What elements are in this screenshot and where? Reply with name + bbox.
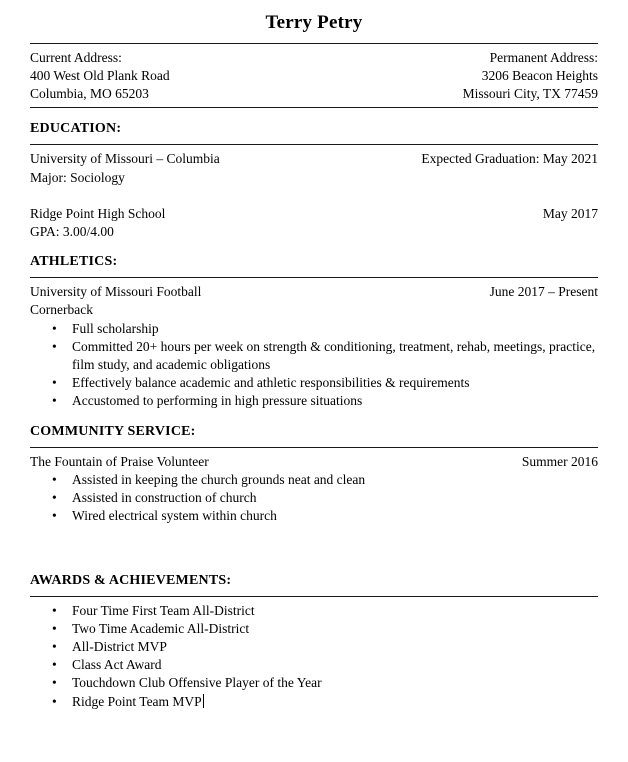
athletics-entry-title: University of Missouri Football: [30, 284, 202, 300]
text-cursor: [203, 694, 204, 708]
list-item: • Assisted in keeping the church grounds neat and clean: [30, 471, 598, 489]
education-highschool-date: May 2017: [542, 205, 598, 221]
education-university-major: Major: Sociology: [30, 169, 125, 185]
section-heading-community-service: COMMUNITY SERVICE:: [30, 423, 196, 439]
education-entry-university: [30, 150, 598, 168]
section-heading-education: EDUCATION:: [30, 121, 122, 137]
list-item: • Assisted in construction of church: [30, 489, 598, 507]
list-item: • Four Time First Team All-District: [30, 602, 598, 620]
education-highschool-gpa: GPA: 3.00/4.00: [30, 224, 114, 240]
list-item: • Effectively balance academic and athletic responsibilities & requirements: [30, 374, 598, 392]
athletics-entry-position: Cornerback: [30, 302, 93, 318]
list-item: • Class Act Award: [30, 656, 598, 674]
community-service-entry-title: The Fountain of Praise Volunteer: [30, 453, 209, 469]
athletics-bullet-list: [30, 320, 598, 411]
section-heading-athletics: ATHLETICS:: [30, 254, 118, 270]
list-item: • Accustomed to performing in high pressure situations: [30, 392, 598, 410]
section-heading-awards: AWARDS & ACHIEVEMENTS:: [30, 572, 232, 588]
section-body-athletics: [30, 278, 598, 410]
list-item: • Touchdown Club Offensive Player of the Year: [30, 674, 598, 692]
list-item: • Two Time Academic All-District: [30, 620, 598, 638]
current-address-city: Columbia, MO 65203: [30, 86, 149, 102]
community-service-entry: [30, 453, 598, 471]
spacer: [30, 187, 598, 205]
permanent-address-city: Missouri City, TX 77459: [462, 86, 598, 102]
page-title: Terry Petry: [265, 12, 363, 33]
athletics-entry: [30, 283, 598, 301]
education-highschool-title: Ridge Point High School: [30, 205, 166, 221]
list-item: • Wired electrical system within church: [30, 507, 598, 525]
permanent-address-street: 3206 Beacon Heights: [481, 68, 598, 84]
list-item[interactable]: [30, 693, 598, 711]
section-body-education: [30, 145, 598, 241]
spacer: [30, 526, 598, 560]
athletics-entry-date: June 2017 – Present: [489, 284, 598, 300]
community-service-bullet-list: [30, 471, 598, 526]
permanent-address-label: Permanent Address:: [489, 49, 598, 65]
current-address: [30, 49, 170, 104]
current-address-label: Current Address:: [30, 49, 122, 65]
list-item: • Committed 20+ hours per week on strength & conditioning, treatment, rehab, meetings, practice, film study, and academic obligations: [30, 338, 598, 374]
section-body-community-service: [30, 448, 598, 526]
list-item: • Full scholarship: [30, 320, 598, 338]
education-university-date: Expected Graduation: May 2021: [421, 151, 598, 167]
current-address-street: 400 West Old Plank Road: [30, 68, 170, 84]
education-university-title: University of Missouri – Columbia: [30, 151, 220, 167]
section-body-awards: [30, 597, 598, 711]
education-entry-highschool: [30, 205, 598, 223]
list-item: • All-District MVP: [30, 638, 598, 656]
community-service-entry-date: Summer 2016: [521, 453, 598, 469]
permanent-address: [463, 49, 598, 104]
contact-block: [30, 44, 598, 108]
list-item-text: Ridge Point Team MVP: [72, 693, 202, 709]
awards-bullet-list: [30, 602, 598, 711]
